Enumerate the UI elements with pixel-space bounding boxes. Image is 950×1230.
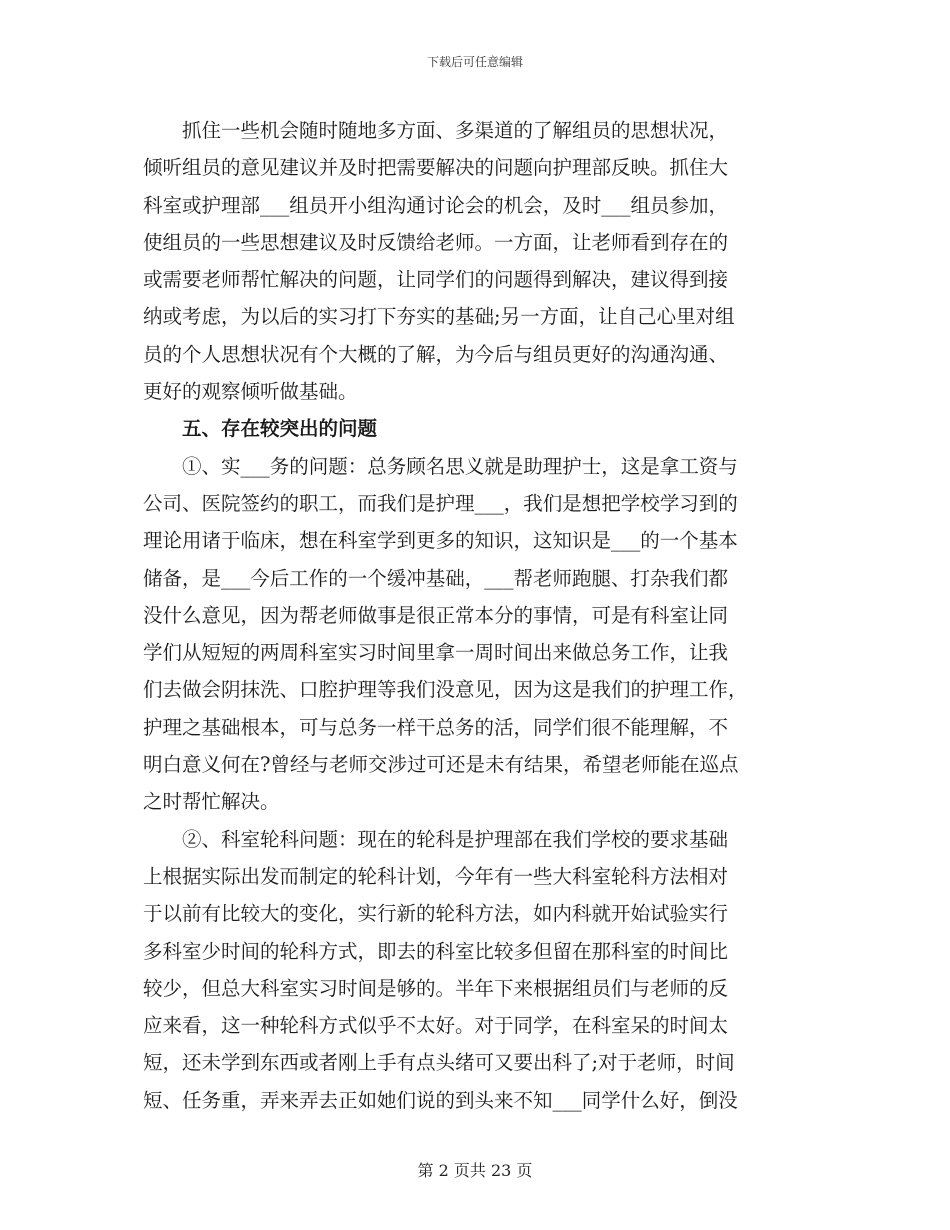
paragraph-issue-1 [143,448,807,821]
text-line: 上根据实际出发而制定的轮科计划，今年有一些大科室轮科方法相对 [143,864,729,888]
text-line: 较少，但总大科室实习时间是够的。半年下来根据组员们与老师的反 [143,976,729,1000]
page-footer: 第 2 页共 23 页 [417,1161,533,1180]
text-line: 们去做会阴抹洗、口腔护理等我们没意见，因为这是我们的护理工作， [143,678,748,702]
text-line: 理论用诸于临床，想在科室学到更多的知识，这知识是___的一个基本 [143,529,738,553]
text-line: 多科室少时间的轮科方式，即去的科室比较多但留在那科室的时间比 [143,939,729,963]
paragraph-issue-2 [143,821,807,1119]
text-line: 倾听组员的意见建议并及时把需要解决的问题向护理部反映。抓住大 [143,156,729,180]
paragraph-communication [143,112,807,410]
page-header: 下载后可任意编辑 [426,55,523,69]
text-line: 科室或护理部___组员开小组沟通讨论会的机会，及时___组员参加， [143,193,729,217]
text-line: ②、科室轮科问题：现在的轮科是护理部在我们学校的要求基础 [182,827,729,851]
text-line: 护理之基础根本，可与总务一样干总务的活，同学们很不能理解，不 [143,715,729,739]
document-body [143,112,807,1119]
text-line: 没什么意见，因为帮老师做事是很正常本分的事情，可是有科室让同 [143,603,729,627]
text-line: 员的个人思想状况有个大概的了解，为今后与组员更好的沟通沟通、 [143,342,729,366]
text-line: 抓住一些机会随时随地多方面、多渠道的了解组员的思想状况， [182,119,729,142]
text-line: 应来看，这一种轮科方式似乎不太好。对于同学，在科室呆的时间太 [143,1014,729,1038]
text-line: ①、实___务的问题：总务顾名思义就是助理护士，这是拿工资与 [182,454,738,478]
text-line: 使组员的一些思想建议及时反馈给老师。一方面，让老师看到存在的 [143,230,729,254]
text-line: 纳或考虑，为以后的实习打下夯实的基础;另一方面，让自己心里对组 [143,305,735,329]
text-line: 更好的观察倾听做基础。 [143,380,358,404]
text-line: 之时帮忙解决。 [143,790,280,814]
text-line: 短、任务重，弄来弄去正如她们说的到头来不知___同学什么好，倒没 [143,1088,738,1112]
text-line: 公司、医院签约的职工，而我们是护理___，我们是想把学校学习到的 [143,491,738,515]
text-line: 或需要老师帮忙解决的问题，让同学们的问题得到解决，建议得到接 [143,268,729,292]
text-line: 于以前有比较大的变化，实行新的轮科方法，如内科就开始试验实行 [143,902,729,926]
text-line: 明白意义何在?曾经与老师交涉过可还是未有结果，希望老师能在巡点 [143,753,739,777]
text-line: 短，还未学到东西或者刚上手有点头绪可又要出科了;对于老师，时间 [143,1051,735,1075]
text-line: 储备，是___今后工作的一个缓冲基础，___帮老师跑腿、打杂我们都 [143,566,729,590]
text-line: 学们从短短的两周科室实习时间里拿一周时间出来做总务工作，让我 [143,641,729,665]
section-heading: 五、存在较突出的问题 [182,417,378,441]
